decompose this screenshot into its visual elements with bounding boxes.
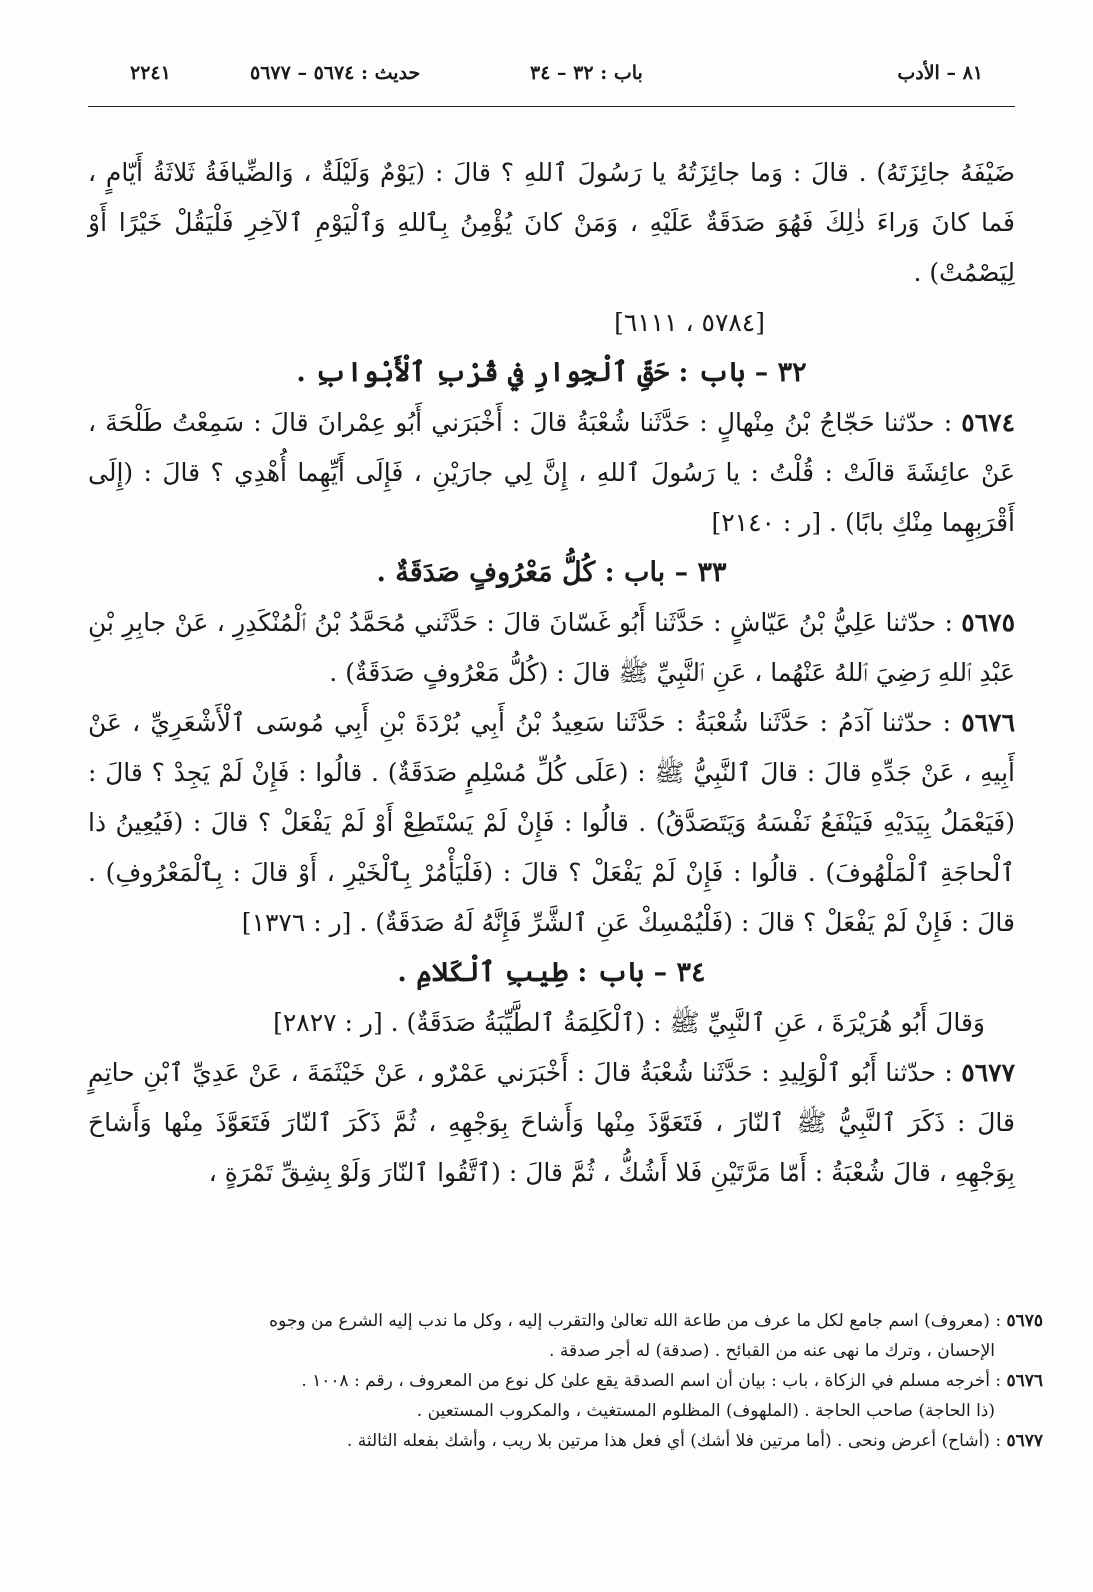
footnote-number: ٥٦٧٦ (1006, 1371, 1043, 1391)
hadith-text: : حدّثنا حَجّاجُ بْنُ مِنْهالٍ : حَدَّثَنا شُعْبَةُ قالَ : أَخْبَرَني أَبُو عِمْرانَ قالَ : سَمِعْتُ طَلْحَةَ ، عَنْ عائِشَةَ قالَتْ : قُلْتُ : يا رَسُولَ ٱللهِ ، إِنَّ لِي جارَيْنِ ، فَإِلَى أَيِّهِما أُهْدِي ؟ قالَ : (إِلَى أَقْرَبِهِما مِنْكِ بابًا) . [ر : ٢١٤٠] (88, 408, 1015, 537)
main-text (88, 148, 1015, 1198)
footnote-number: ٥٦٧٥ (1006, 1311, 1043, 1331)
abu-hurayra-narration: وَقالَ أَبُو هُرَيْرَةَ ، عَنِ ٱلنَّبِيِّ ﷺ : (ٱلْكَلِمَةُ ٱلطَّيِّبَةُ صَدَقَةٌ) . [ر : ٢٨٢٧] (273, 1008, 985, 1037)
footnote-5675-continued: الإحسان ، وترك ما نهى عنه من القبائح . (صدقة) له أجر صدقة . (549, 1341, 995, 1361)
hadith-text: : حدّثنا عَلِيُّ بْنُ عَيّاشٍ : حَدَّثَنا أَبُو غَسّانَ قالَ : حَدَّثَني مُحَمَّدُ بْنُ ٱلْمُنْكَدِرِ ، عَنْ جابِرِ بْنِ عَبْدِ ٱللهِ رَضِيَ ٱللهُ عَنْهُما ، عَنِ ٱلنَّبِيِّ ﷺ قالَ : (كُلُّ مَعْرُوفٍ صَدَقَةٌ) . (88, 608, 1015, 687)
header-divider (88, 106, 1015, 107)
hadith-text: : حدّثنا آدَمُ : حَدَّثَنا شُعْبَةُ : حَدَّثَنا سَعِيدُ بْنُ أَبِي بُرْدَةَ بْنِ أَبِي مُوسَى ٱلْأَشْعَرِيِّ ، عَنْ أَبِيهِ ، عَنْ جَدِّهِ قالَ : قالَ ٱلنَّبِيُّ ﷺ : (عَلَى كُلِّ مُسْلِمٍ صَدَقَةٌ) . قالُوا : فَإِنْ لَمْ يَجِدْ ؟ قالَ : (فَيَعْمَلُ بِيَدَيْهِ فَيَنْفَعُ نَفْسَهُ وَيَتَصَدَّقُ) . قالُوا : فَإِنْ لَمْ يَسْتَطِعْ أَوْ لَمْ يَفْعَلْ ؟ قالَ : (فَيُعِينُ ذا ٱلْحاجَةِ ٱلْمَلْهُوفَ) . قالُوا : فَإِنْ لَمْ يَفْعَلْ ؟ قالَ : (فَلْيَأْمُرْ بِٱلْخَيْرِ ، أَوْ قالَ : بِٱلْمَعْرُوفِ) . قالَ : فَإِنْ لَمْ يَفْعَلْ ؟ قالَ : (فَلْيُمْسِكْ عَنِ ٱلشَّرِّ فَإِنَّهُ لَهُ صَدَقَةٌ) . [ر : ١٣٧٦] (88, 708, 1015, 937)
footnote-5675 (68, 1306, 1043, 1336)
hadith-number: ٥٦٧٤ (961, 408, 1015, 437)
header-book-title: ٨١ – الأدب (897, 62, 983, 84)
hadith-number: ٥٦٧٧ (961, 1058, 1015, 1087)
page-number: ٢٢٤١ (130, 62, 171, 84)
header-bab-range: باب : ٣٢ – ٣٤ (530, 62, 643, 84)
footnote-text: : (معروف) اسم جامع لكل ما عرف من طاعة الله تعالىٰ والتقرب إليه ، وكل ما ندب إليه الشرع من وجوه (269, 1311, 1002, 1331)
chapter-33-heading: ٣٣ – باب : كُلُّ مَعْرُوفٍ صَدَقَةٌ . (376, 557, 727, 588)
running-header (100, 58, 983, 94)
footnote-5677 (68, 1426, 1043, 1456)
hadith-5676 (88, 698, 1015, 948)
hadith-5674 (88, 398, 1015, 548)
hadith-number: ٥٦٧٥ (961, 608, 1016, 637)
header-hadith-range: حديث : ٥٦٧٤ – ٥٦٧٧ (250, 62, 421, 84)
footnote-text: : (أشاح) أعرض ونحى . (أما مرتين فلا أشك) أي فعل هذا مرتين بلا ريب ، وأشك بفعله الثالثة . (346, 1431, 1002, 1451)
footnote-text: : أخرجه مسلم في الزكاة ، باب : بيان أن اسم الصدقة يقع علىٰ كل نوع من المعروف ، رقم : ١٠٠٨ . (301, 1371, 1002, 1391)
hadith-5675 (88, 598, 1015, 698)
chapter-34-heading: ٣٤ – باب : طِيبِ ٱلْكَلامِ . (397, 957, 706, 988)
footnotes (68, 1306, 1043, 1456)
hadith-text: : حدّثنا أَبُو ٱلْوَلِيدِ : حَدَّثَنا شُعْبَةُ قالَ : أَخْبَرَني عَمْرٌو ، عَنْ خَيْثَمَةَ ، عَنْ عَدِيِّ ٱبْنِ حاتِمٍ قالَ : ذَكَرَ ٱلنَّبِيُّ ﷺ ٱلنّارَ ، فَتَعَوَّذَ مِنْها وَأَشاحَ بِوَجْهِهِ ، ثُمَّ ذَكَرَ ٱلنّارَ فَتَعَوَّذَ مِنْها وَأَشاحَ بِوَجْهِهِ ، قالَ شُعْبَةُ : أَمّا مَرَّتَيْنِ فَلا أَشُكُّ ، ثُمَّ قالَ : (ٱتَّقُوا ٱلنّارَ وَلَوْ بِشِقِّ تَمْرَةٍ ، (88, 1058, 1015, 1187)
footnote-5676-continued: (ذا الحاجة) صاحب الحاجة . (الملهوف) المظلوم المستغيث ، والمكروب المستعين . (416, 1401, 995, 1421)
intro-paragraph: ضَيْفَهُ جائِزَتَهُ) . قالَ : وَما جائِزَتُهُ يا رَسُولَ ٱللهِ ؟ قالَ : (يَوْمٌ وَلَيْلَةٌ ، وَالضِّيافَةُ ثَلاثَةُ أَيّامٍ ، فَما كانَ وَراءَ ذٰلِكَ فَهُوَ صَدَقَةٌ عَلَيْهِ ، وَمَنْ كانَ يُؤْمِنُ بِٱللهِ وَٱلْيَوْمِ ٱلآخِرِ فَلْيَقُلْ خَيْرًا أَوْ لِيَصْمُتْ) . (88, 158, 1015, 287)
hadith-number: ٥٦٧٦ (961, 708, 1015, 737)
footnote-number: ٥٦٧٧ (1006, 1431, 1043, 1451)
hadith-5677 (88, 1048, 1015, 1198)
chapter-32-heading: ٣٢ – باب : حَقِّ ٱلْجِوارِ في قُرْبِ ٱلْأَبْوابِ . (296, 357, 807, 388)
footnote-5676 (68, 1366, 1043, 1396)
intro-reference: [٥٧٨٤ ، ٦١١١] (614, 308, 765, 337)
